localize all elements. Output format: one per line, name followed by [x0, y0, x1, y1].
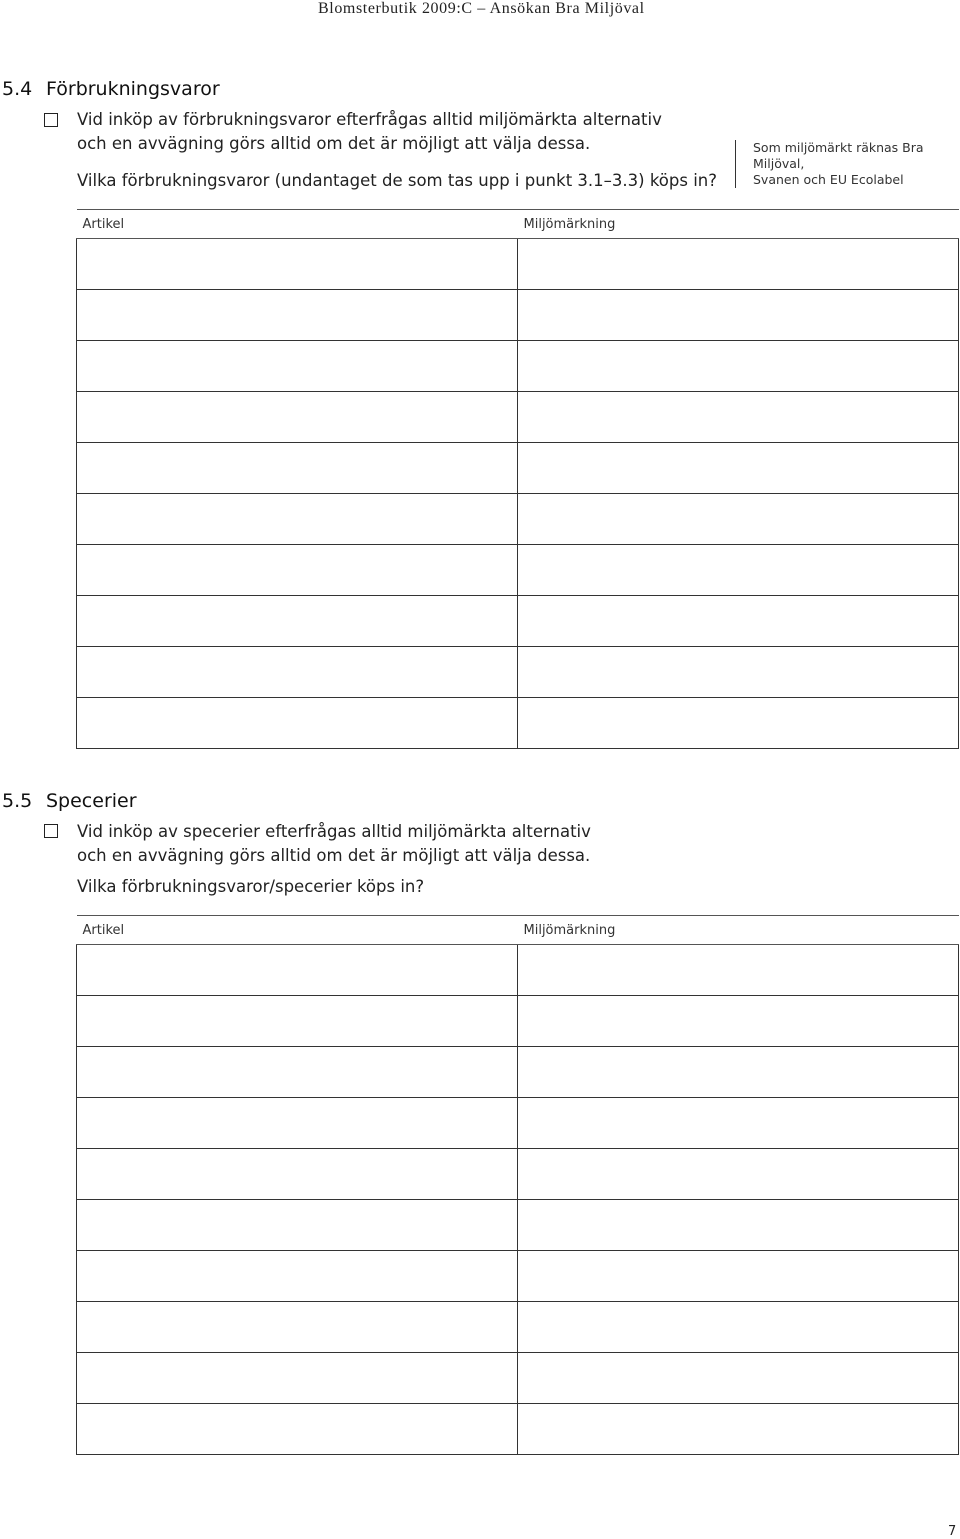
side-note-line-1: Som miljömärkt räknas Bra Miljöval, — [753, 140, 924, 171]
table-row — [77, 239, 959, 290]
artikel-cell[interactable] — [77, 545, 518, 596]
requirement-line-2: och en avvägning görs alltid om det är möjligt att välja dessa. — [77, 134, 591, 153]
miljomarkning-cell[interactable] — [518, 1302, 959, 1353]
table-forbrukningsvaror — [76, 209, 959, 749]
section-number: 5.5 — [2, 790, 33, 812]
artikel-cell[interactable] — [77, 290, 518, 341]
artikel-cell[interactable] — [77, 996, 518, 1047]
question-text: Vilka förbrukningsvaror (undantaget de som tas upp i punkt 3.1–3.3) köps in? — [77, 171, 718, 190]
table-row — [77, 647, 959, 698]
column-header-miljomarkning: Miljömärkning — [518, 210, 959, 239]
table-row — [77, 1200, 959, 1251]
miljomarkning-cell[interactable] — [518, 494, 959, 545]
requirement-line-1: Vid inköp av förbrukningsvaror efterfrågas alltid miljömärkta alternativ — [77, 110, 662, 129]
table-row — [77, 1353, 959, 1404]
artikel-cell[interactable] — [77, 1251, 518, 1302]
artikel-cell[interactable] — [77, 443, 518, 494]
artikel-cell[interactable] — [77, 1353, 518, 1404]
artikel-cell[interactable] — [77, 945, 518, 996]
table-row — [77, 545, 959, 596]
miljomarkning-cell[interactable] — [518, 1353, 959, 1404]
artikel-cell[interactable] — [77, 647, 518, 698]
checkbox-5-5[interactable] — [44, 824, 58, 838]
section-heading-5-5 — [2, 790, 137, 812]
miljomarkning-cell[interactable] — [518, 290, 959, 341]
column-header-artikel: Artikel — [77, 210, 518, 239]
miljomarkning-cell[interactable] — [518, 1098, 959, 1149]
table-row — [77, 494, 959, 545]
artikel-cell[interactable] — [77, 494, 518, 545]
table-row — [77, 1098, 959, 1149]
question-text: Vilka förbrukningsvaror/specerier köps in? — [77, 877, 425, 896]
table-row — [77, 1149, 959, 1200]
miljomarkning-cell[interactable] — [518, 341, 959, 392]
artikel-cell[interactable] — [77, 1149, 518, 1200]
miljomarkning-cell[interactable] — [518, 545, 959, 596]
miljomarkning-cell[interactable] — [518, 1200, 959, 1251]
table-row — [77, 1404, 959, 1455]
table-row — [77, 698, 959, 749]
table-row — [77, 341, 959, 392]
page-number: 7 — [948, 1524, 957, 1539]
section-title: Specerier — [46, 790, 137, 812]
artikel-cell[interactable] — [77, 341, 518, 392]
requirement-line-1: Vid inköp av specerier efterfrågas alltid miljömärkta alternativ — [77, 822, 591, 841]
side-note-line-2: Svanen och EU Ecolabel — [753, 172, 904, 187]
table-body — [77, 239, 959, 749]
miljomarkning-cell[interactable] — [518, 996, 959, 1047]
section-heading-5-4 — [2, 78, 220, 100]
table-body — [77, 945, 959, 1455]
table-row — [77, 1302, 959, 1353]
artikel-cell[interactable] — [77, 1302, 518, 1353]
miljomarkning-cell[interactable] — [518, 239, 959, 290]
artikel-cell[interactable] — [77, 392, 518, 443]
requirement-line-2: och en avvägning görs alltid om det är möjligt att välja dessa. — [77, 846, 591, 865]
table-row — [77, 392, 959, 443]
artikel-cell[interactable] — [77, 1404, 518, 1455]
artikel-cell[interactable] — [77, 239, 518, 290]
artikel-cell[interactable] — [77, 1098, 518, 1149]
table-row — [77, 945, 959, 996]
artikel-cell[interactable] — [77, 1047, 518, 1098]
column-header-miljomarkning: Miljömärkning — [518, 916, 959, 945]
artikel-cell[interactable] — [77, 1200, 518, 1251]
table-row — [77, 1251, 959, 1302]
miljomarkning-cell[interactable] — [518, 1149, 959, 1200]
miljomarkning-cell[interactable] — [518, 1047, 959, 1098]
side-note — [735, 140, 960, 188]
table-row — [77, 1047, 959, 1098]
miljomarkning-cell[interactable] — [518, 443, 959, 494]
miljomarkning-cell[interactable] — [518, 1404, 959, 1455]
miljomarkning-cell[interactable] — [518, 392, 959, 443]
table-header-row — [77, 916, 959, 945]
section-title: Förbrukningsvaror — [46, 78, 220, 100]
miljomarkning-cell[interactable] — [518, 596, 959, 647]
table-specerier — [76, 915, 959, 1455]
miljomarkning-cell[interactable] — [518, 647, 959, 698]
miljomarkning-cell[interactable] — [518, 1251, 959, 1302]
miljomarkning-cell[interactable] — [518, 698, 959, 749]
running-header: Blomsterbutik 2009:C – Ansökan Bra Miljöval — [318, 0, 645, 17]
table-row — [77, 290, 959, 341]
table-row — [77, 443, 959, 494]
checkbox-5-4[interactable] — [44, 113, 58, 127]
table-row — [77, 996, 959, 1047]
table-header-row — [77, 210, 959, 239]
miljomarkning-cell[interactable] — [518, 945, 959, 996]
column-header-artikel: Artikel — [77, 916, 518, 945]
section-number: 5.4 — [2, 78, 33, 100]
artikel-cell[interactable] — [77, 698, 518, 749]
artikel-cell[interactable] — [77, 596, 518, 647]
table-row — [77, 596, 959, 647]
